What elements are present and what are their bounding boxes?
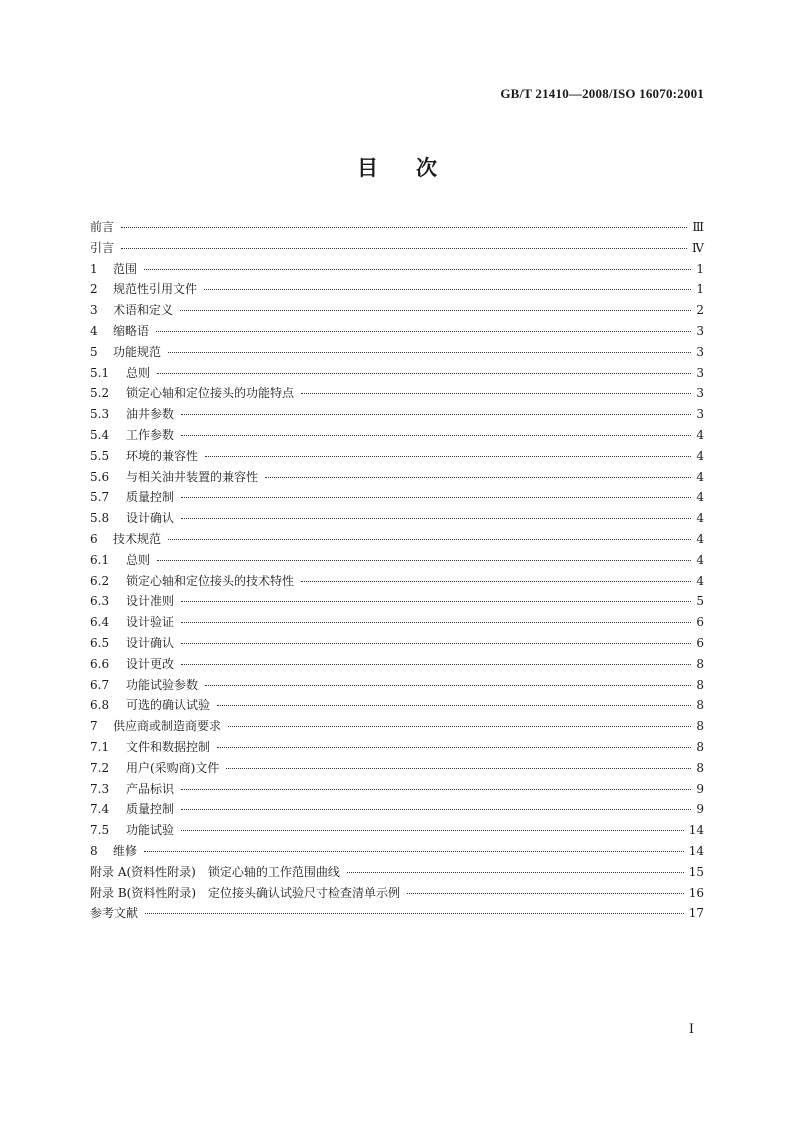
toc-entry-label: 可选的确认试验 <box>126 698 211 713</box>
toc-dot-leader <box>181 589 691 602</box>
toc-dot-leader <box>168 527 691 540</box>
toc-entry-number: 5 <box>90 344 98 359</box>
toc-entry-number: 5.8 <box>90 511 110 526</box>
toc-entry-number: 6.1 <box>90 552 110 567</box>
toc-dot-leader <box>181 777 691 790</box>
toc-entry-number: 5.6 <box>90 469 110 484</box>
toc-entry-label: 功能规范 <box>113 344 162 359</box>
toc-dot-leader <box>407 881 684 894</box>
toc-entry-number: 6.7 <box>90 677 110 692</box>
toc-dot-leader <box>265 465 691 478</box>
toc-dot-leader <box>121 236 687 249</box>
toc-entry-label: 文件和数据控制 <box>126 739 211 754</box>
toc-dot-leader <box>144 257 691 270</box>
toc-entry-number: 6.8 <box>90 698 110 713</box>
toc-entry[interactable] <box>90 904 704 925</box>
toc-entry-number: 5.2 <box>90 386 110 401</box>
toc-entry-label: 附录 A(资料性附录) 锁定心轴的工作范围曲线 <box>90 864 340 879</box>
toc-entry-number: 4 <box>90 323 98 338</box>
toc-entry-page: 14 <box>688 823 704 838</box>
toc-entry-label: 油井参数 <box>126 407 175 422</box>
page-title: 目次 <box>357 156 475 180</box>
toc-entry-page: Ⅳ <box>692 240 704 255</box>
table-of-contents <box>90 218 704 925</box>
toc-entry-label: 维修 <box>113 843 138 858</box>
toc-entry-label: 总则 <box>126 365 151 380</box>
toc-dot-leader <box>168 340 691 353</box>
toc-entry-label: 前言 <box>90 220 115 234</box>
toc-entry-label: 产品标识 <box>126 781 175 796</box>
toc-entry-number: 5.7 <box>90 490 110 505</box>
toc-entry-page: Ⅲ <box>692 220 704 234</box>
toc-entry-label: 锁定心轴和定位接头的功能特点 <box>126 386 295 401</box>
toc-dot-leader <box>347 860 684 873</box>
toc-entry-number: 5.4 <box>90 427 110 442</box>
toc-entry-page: 6 <box>696 615 704 630</box>
toc-entry-page: 6 <box>696 635 704 650</box>
toc-entry-label: 设计准则 <box>126 594 175 609</box>
toc-dot-leader <box>181 652 691 665</box>
toc-entry-page: 16 <box>688 885 704 900</box>
toc-entry-label: 参考文献 <box>90 906 139 921</box>
toc-dot-leader <box>157 361 691 374</box>
toc-entry-number: 6 <box>90 531 98 546</box>
toc-entry-label: 锁定心轴和定位接头的技术特性 <box>126 573 295 588</box>
toc-dot-leader <box>217 735 691 748</box>
toc-dot-leader <box>121 215 687 228</box>
toc-entry-number: 6.5 <box>90 635 110 650</box>
toc-entry-label: 功能试验 <box>126 823 175 838</box>
toc-entry-page: 8 <box>696 677 704 692</box>
toc-entry-number: 7.4 <box>90 802 110 817</box>
toc-entry-page: 8 <box>696 698 704 713</box>
toc-entry-page: 4 <box>696 511 704 526</box>
toc-dot-leader <box>204 277 691 290</box>
toc-entry-label: 设计更改 <box>126 656 175 671</box>
toc-entry-number: 3 <box>90 303 98 318</box>
toc-dot-leader <box>144 839 684 852</box>
toc-entry-label: 术语和定义 <box>113 303 174 318</box>
toc-entry-number: 6.2 <box>90 573 110 588</box>
toc-entry-number: 8 <box>90 843 98 858</box>
toc-entry-label: 用户(采购商)文件 <box>126 760 220 775</box>
toc-entry-page: 3 <box>696 344 704 359</box>
toc-dot-leader <box>228 714 691 727</box>
toc-entry-label: 设计确认 <box>126 511 175 526</box>
toc-entry-number: 7 <box>90 719 98 734</box>
standard-code: GB/T 21410—2008/ISO 16070:2001 <box>500 86 704 101</box>
toc-entry-number: 5.1 <box>90 365 110 380</box>
toc-entry-label: 环境的兼容性 <box>126 448 199 463</box>
toc-entry-label: 引言 <box>90 240 115 255</box>
toc-dot-leader <box>181 485 691 498</box>
toc-entry-page: 4 <box>696 531 704 546</box>
toc-dot-leader <box>180 298 691 311</box>
toc-entry-label: 功能试验参数 <box>126 677 199 692</box>
toc-entry-label: 供应商或制造商要求 <box>113 719 222 734</box>
toc-entry-number: 6.6 <box>90 656 110 671</box>
toc-dot-leader <box>205 444 691 457</box>
toc-entry-page: 2 <box>696 303 704 318</box>
toc-entry-page: 4 <box>696 573 704 588</box>
toc-entry-page: 1 <box>696 282 704 297</box>
toc-entry-label: 附录 B(资料性附录) 定位接头确认试验尺寸检查清单示例 <box>90 885 400 900</box>
toc-entry-number: 7.1 <box>90 739 110 754</box>
toc-entry-label: 工作参数 <box>126 427 175 442</box>
toc-entry-label: 缩略语 <box>113 323 150 338</box>
page-number: Ⅰ <box>688 1021 694 1036</box>
toc-entry-page: 14 <box>688 843 704 858</box>
toc-entry-label: 范围 <box>113 261 138 276</box>
toc-dot-leader <box>157 548 691 561</box>
toc-dot-leader <box>181 423 691 436</box>
toc-entry-label: 质量控制 <box>126 802 175 817</box>
toc-entry-number: 7.2 <box>90 760 110 775</box>
toc-entry-page: 1 <box>696 261 704 276</box>
toc-entry-page: 3 <box>696 323 704 338</box>
toc-dot-leader <box>181 818 684 831</box>
toc-entry-page: 5 <box>696 594 704 609</box>
toc-entry-number: 6.3 <box>90 594 110 609</box>
toc-dot-leader <box>217 693 691 706</box>
toc-entry-label: 规范性引用文件 <box>113 282 198 297</box>
toc-entry-page: 3 <box>696 407 704 422</box>
toc-entry-page: 15 <box>688 864 704 879</box>
toc-entry-page: 8 <box>696 656 704 671</box>
toc-entry-number: 1 <box>90 261 98 276</box>
toc-dot-leader <box>156 319 691 332</box>
toc-entry-page: 8 <box>696 760 704 775</box>
toc-entry-page: 9 <box>696 802 704 817</box>
toc-entry-number: 5.5 <box>90 448 110 463</box>
toc-entry-label: 总则 <box>126 552 151 567</box>
toc-dot-leader <box>145 901 684 914</box>
toc-entry-page: 3 <box>696 365 704 380</box>
toc-entry-page: 3 <box>696 386 704 401</box>
toc-dot-leader <box>205 673 691 686</box>
toc-entry-number: 5.3 <box>90 407 110 422</box>
toc-dot-leader <box>181 797 691 810</box>
toc-entry-label: 设计验证 <box>126 615 175 630</box>
toc-dot-leader <box>226 756 691 769</box>
toc-entry-page: 4 <box>696 552 704 567</box>
toc-entry-number: 7.5 <box>90 823 110 838</box>
toc-dot-leader <box>301 381 691 394</box>
toc-entry-number: 6.4 <box>90 615 110 630</box>
toc-dot-leader <box>301 569 691 582</box>
toc-entry-page: 4 <box>696 448 704 463</box>
toc-entry-label: 质量控制 <box>126 490 175 505</box>
toc-entry-page: 4 <box>696 490 704 505</box>
toc-entry-page: 17 <box>688 906 704 921</box>
toc-dot-leader <box>181 506 691 519</box>
toc-entry-label: 技术规范 <box>113 531 162 546</box>
toc-entry-page: 4 <box>696 427 704 442</box>
toc-entry-label: 与相关油井装置的兼容性 <box>126 469 259 484</box>
toc-entry-number: 7.3 <box>90 781 110 796</box>
toc-dot-leader <box>181 402 691 415</box>
toc-entry-page: 4 <box>696 469 704 484</box>
toc-entry-label: 设计确认 <box>126 635 175 650</box>
toc-dot-leader <box>181 631 691 644</box>
toc-entry-page: 8 <box>696 719 704 734</box>
toc-entry-number: 2 <box>90 282 98 297</box>
toc-entry-page: 9 <box>696 781 704 796</box>
toc-entry-page: 8 <box>696 739 704 754</box>
toc-dot-leader <box>181 610 691 623</box>
